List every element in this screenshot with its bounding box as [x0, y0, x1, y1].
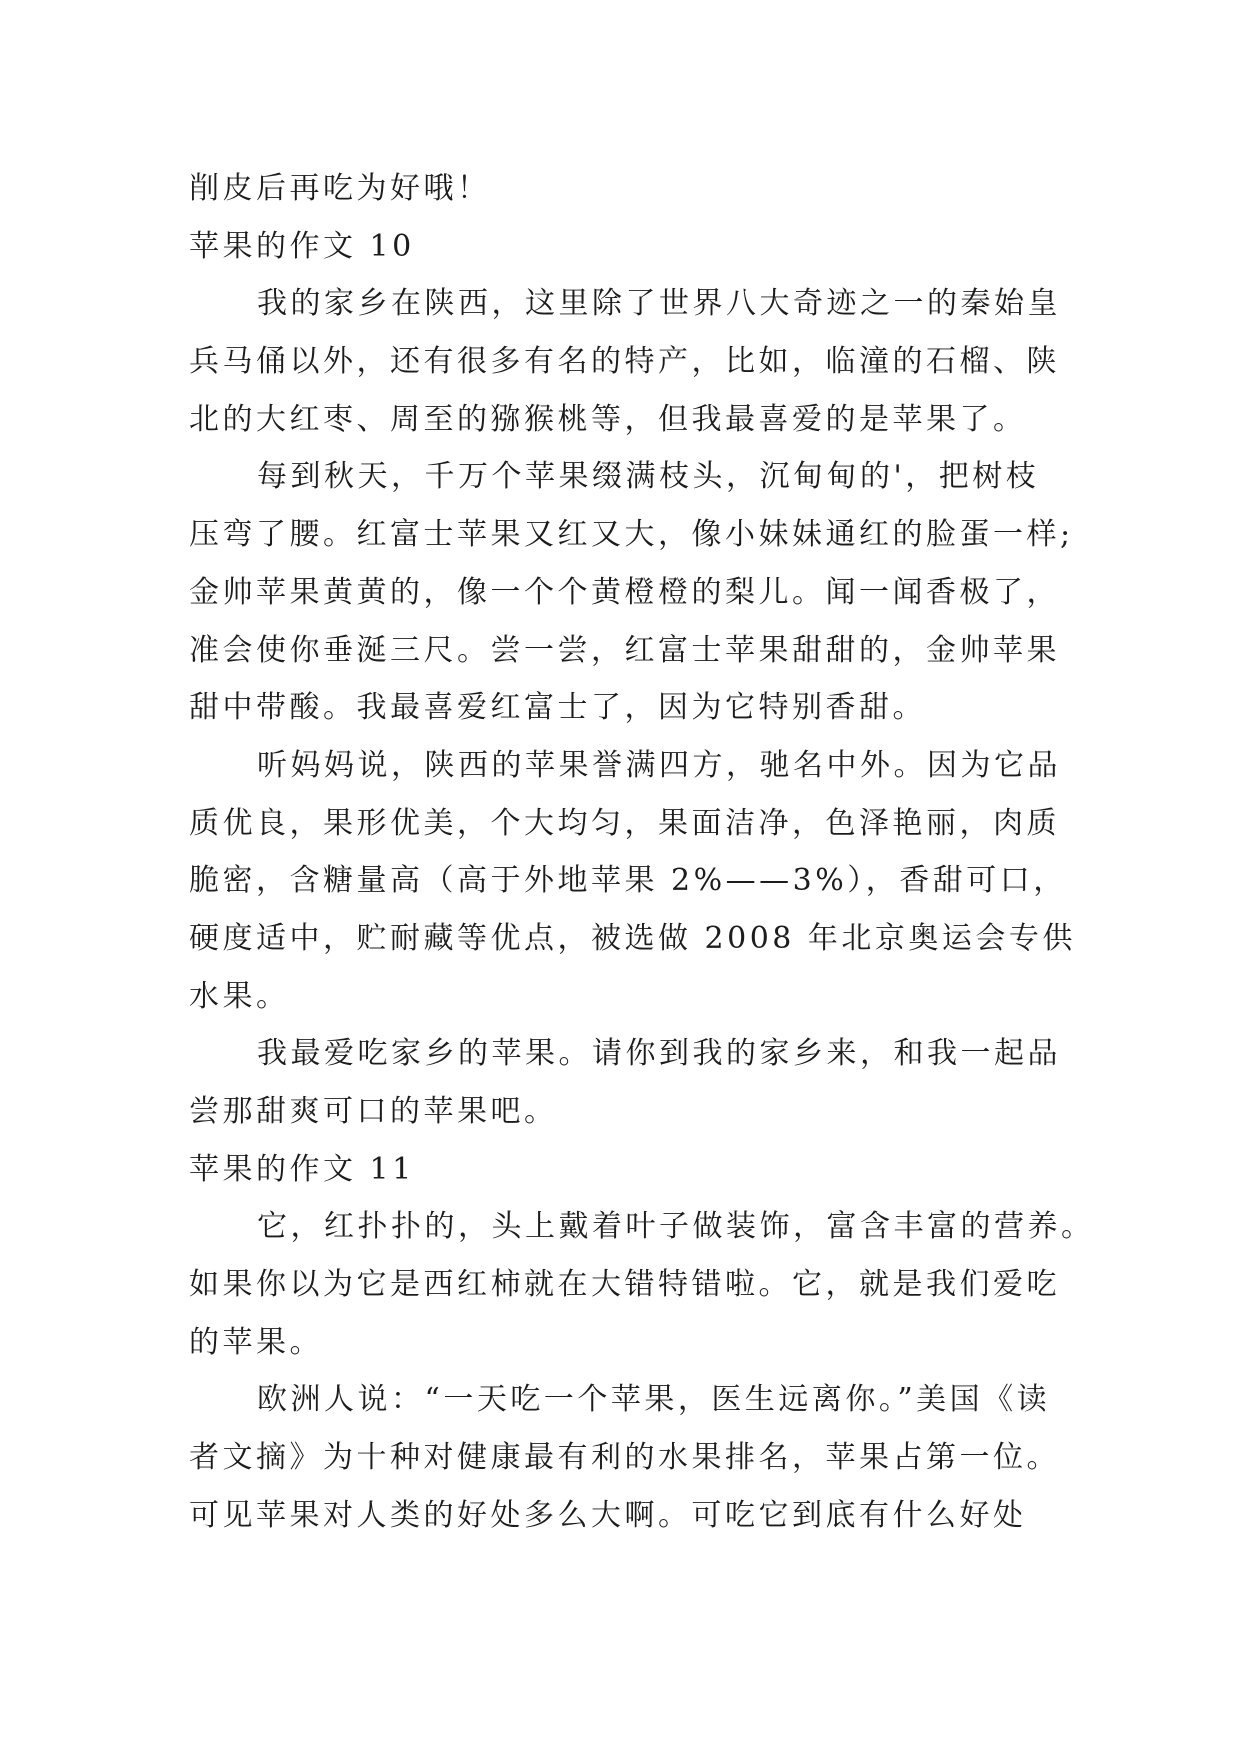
- text-line: 削皮后再吃为好哦！: [189, 171, 491, 206]
- text-line: 可见苹果对人类的好处多么大啊。可吃它到底有什么好处: [189, 1497, 1027, 1533]
- text-line: 尝那甜爽可口的苹果吧。: [189, 1094, 558, 1129]
- essay-heading-11: 苹果的作文 11: [189, 1151, 415, 1187]
- text-line: 我最爱吃家乡的苹果。请你到我的家乡来，和我一起品: [257, 1036, 1061, 1072]
- text-line: 北的大红枣、周至的猕猴桃等，但我最喜爱的是苹果了。: [189, 401, 1027, 437]
- text-line: 脆密，含糖量高（高于外地苹果 2%——3%），香甜可口，: [189, 863, 1067, 899]
- text-line: 每到秋天，千万个苹果缀满枝头，沉甸甸的'，把树枝: [257, 459, 1040, 495]
- text-line: 听妈妈说，陕西的苹果誉满四方，驰名中外。因为它品: [257, 747, 1061, 783]
- text-line: 压弯了腰。红富士苹果又红又大，像小妹妹通红的脸蛋一样;: [189, 517, 1074, 553]
- text-line: 的苹果。: [189, 1324, 323, 1360]
- text-line: 金帅苹果黄黄的，像一个个黄橙橙的梨儿。闻一闻香极了，: [189, 574, 1060, 610]
- text-line: 欧洲人说：“一天吃一个苹果，医生远离你。”美国《读: [257, 1382, 1051, 1418]
- text-line: 水果。: [189, 978, 290, 1014]
- text-line: 它，红扑扑的，头上戴着叶子做装饰，富含丰富的营养。: [257, 1209, 1095, 1245]
- text-line: 准会使你垂涎三尺。尝一尝，红富士苹果甜甜的，金帅苹果: [189, 632, 1060, 668]
- text-line: 甜中带酸。我最喜爱红富士了，因为它特别香甜。: [189, 690, 926, 726]
- text-line: 者文摘》为十种对健康最有利的水果排名，苹果占第一位。: [189, 1440, 1060, 1476]
- text-line: 硬度适中，贮耐藏等优点，被选做 2008 年北京奥运会专供: [189, 920, 1076, 956]
- document-body: [189, 160, 1095, 1545]
- text-line: 如果你以为它是西红柿就在大错特错啦。它，就是我们爱吃: [189, 1267, 1060, 1303]
- essay-heading-10: 苹果的作文 10: [189, 228, 415, 264]
- text-line: 质优良，果形优美，个大均匀，果面洁净，色泽艳丽，肉质: [189, 805, 1060, 841]
- text-line: 兵马俑以外，还有很多有名的特产，比如，临潼的石榴、陕: [189, 344, 1060, 380]
- text-line: 我的家乡在陕西，这里除了世界八大奇迹之一的秦始皇: [257, 286, 1061, 322]
